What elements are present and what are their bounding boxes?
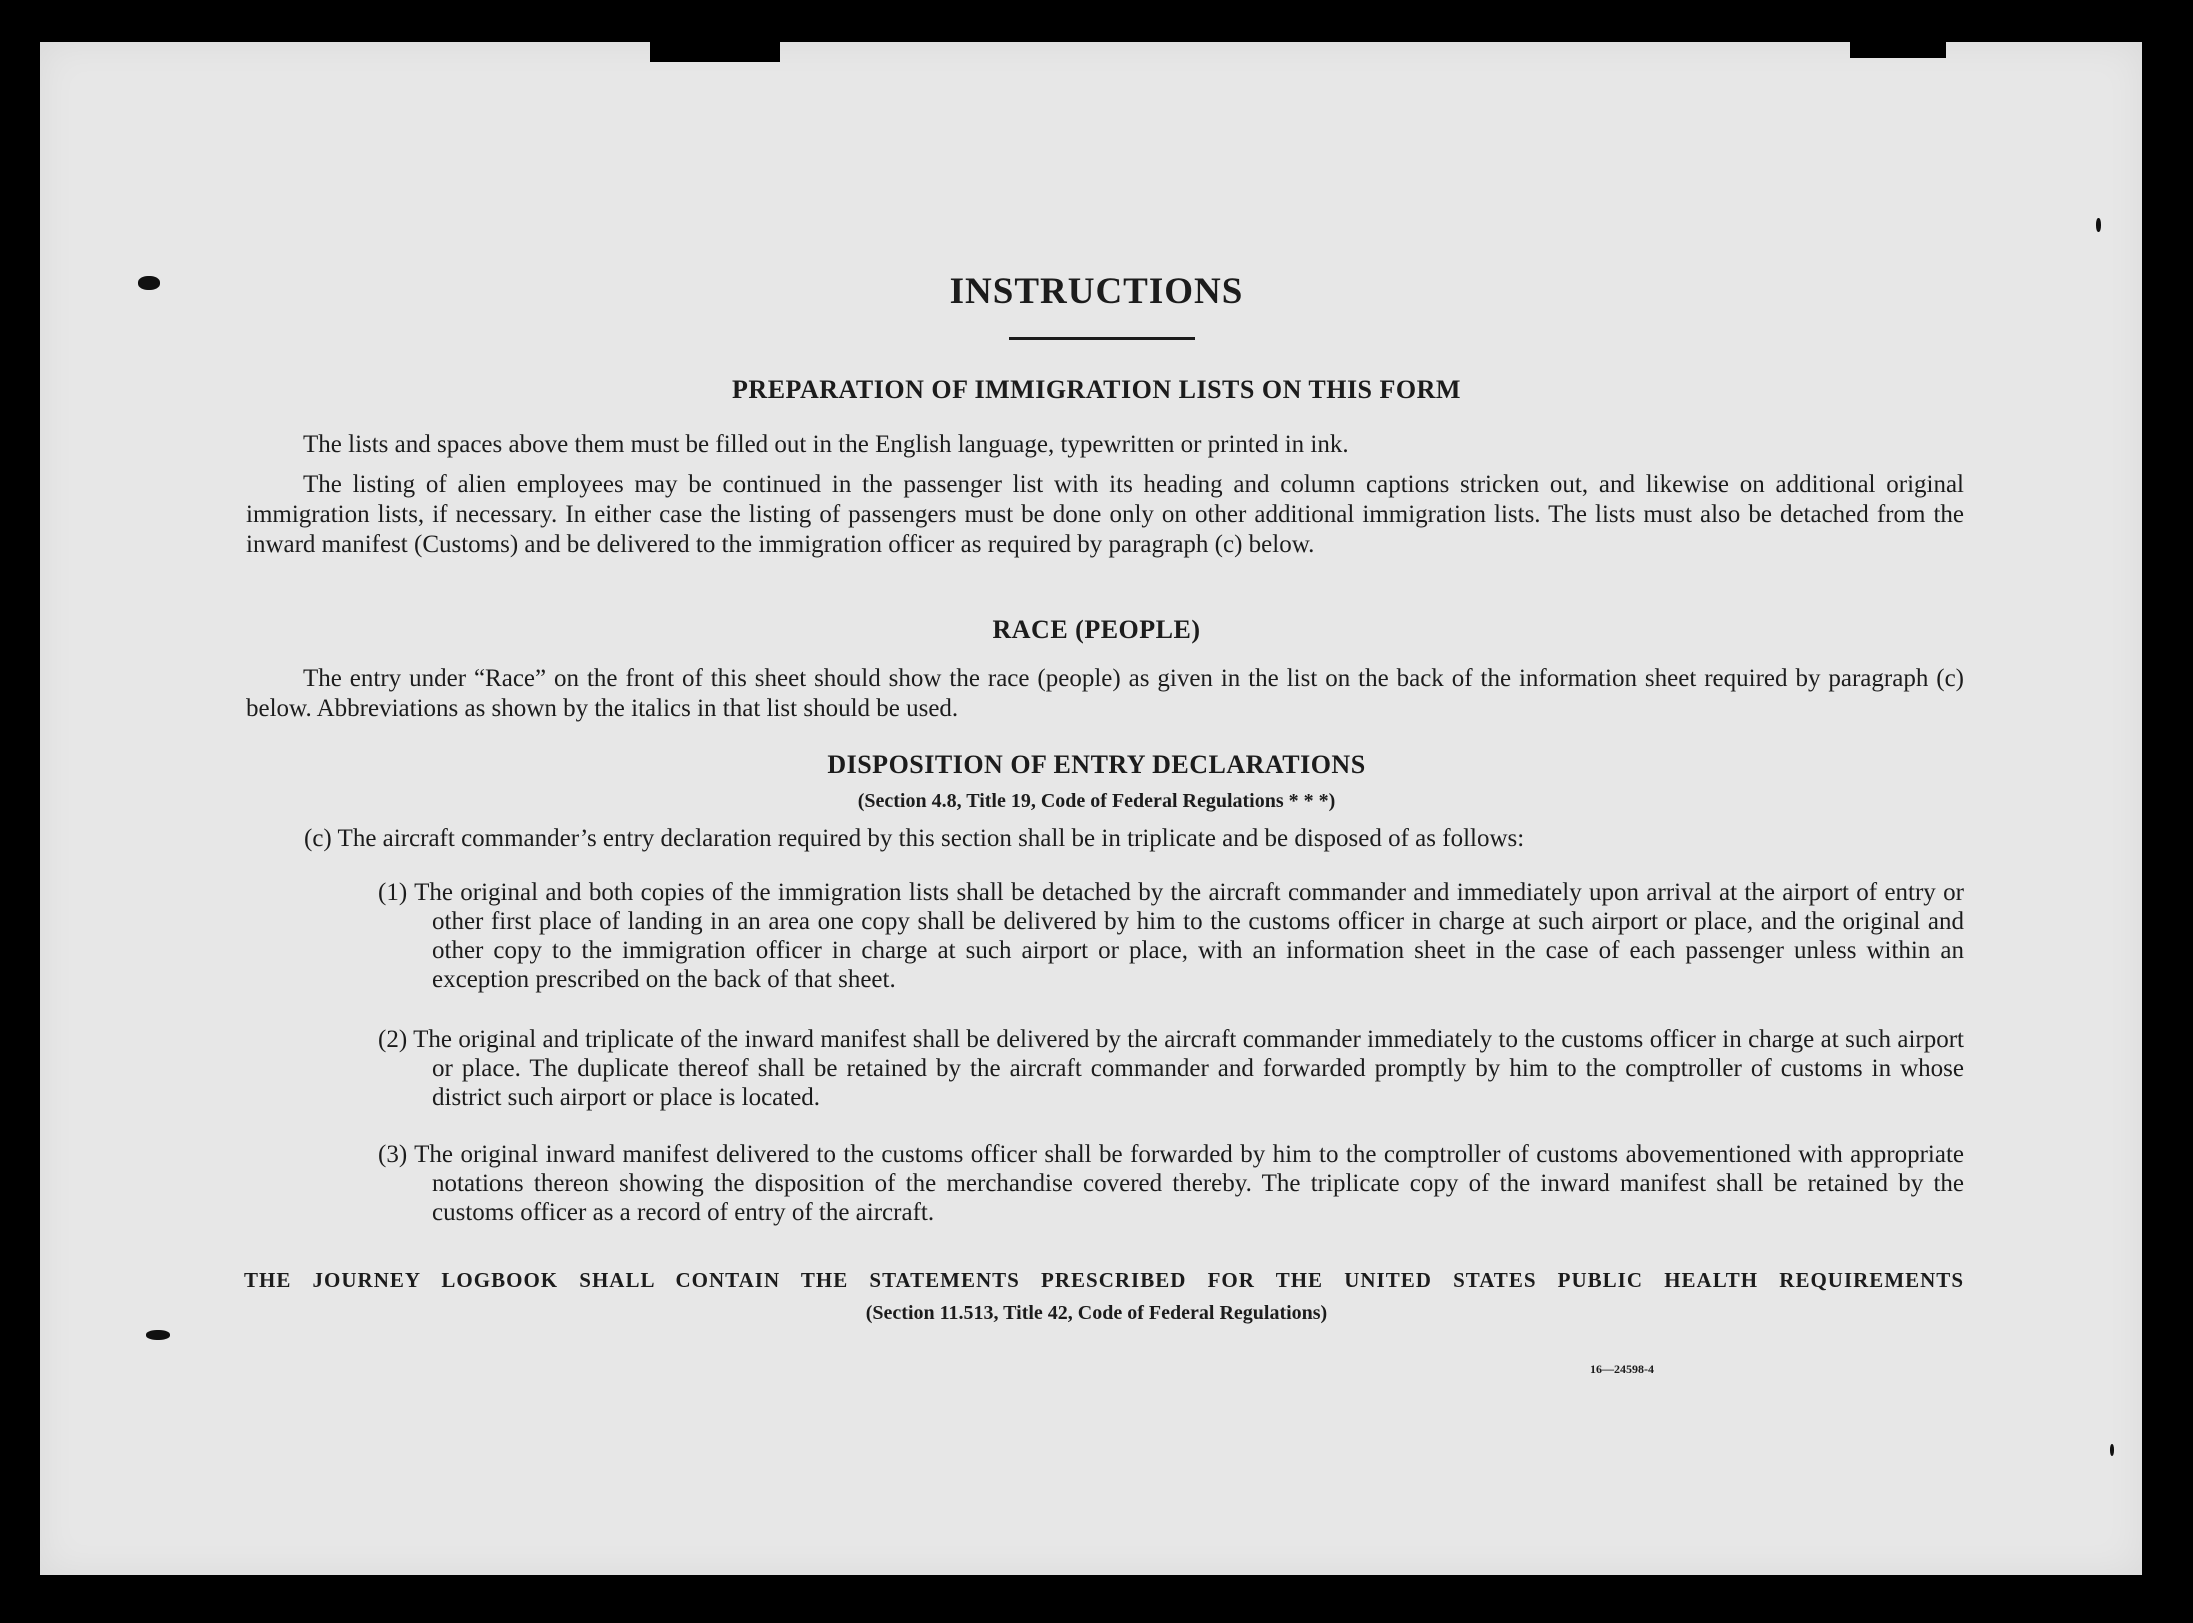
race-heading: RACE (PEOPLE)	[992, 615, 1201, 644]
footer-statement: THE JOURNEY LOGBOOK SHALL CONTAIN THE STATEMENTS PRESCRIBED FOR THE UNITED STATES PUBLIC HEALTH REQUIREMENTS	[244, 1268, 1964, 1292]
disposition-intro: (c) The aircraft commander’s entry declaration required by this section shall be in triplicate and be disposed of as follows:	[304, 825, 1525, 852]
preparation-paragraph-1: The lists and spaces above them must be filled out in the English language, typewritten or printed in ink.	[303, 431, 1349, 458]
punch-mark	[2110, 1444, 2114, 1456]
form-number: 16—24598-4	[1590, 1362, 1654, 1376]
disposition-item-3	[350, 1140, 1964, 1227]
disposition-item-2	[350, 1025, 1964, 1112]
item-number: (3)	[378, 1141, 408, 1168]
punch-mark	[2096, 218, 2101, 232]
item-text: The original and triplicate of the inward manifest shall be delivered by the aircraft commander immediately to the customs officer in charge at such airport or place. The duplicate thereof shall be retained by the aircraft commander and forwarded promptly by him to the comptroller of customs in whose district such airport or place is located.	[413, 1026, 1964, 1111]
title-underline	[1009, 337, 1195, 340]
scan-edge-tab	[650, 40, 780, 62]
footer-citation: (Section 11.513, Title 42, Code of Federal Regulations)	[865, 1302, 1328, 1324]
item-text: The original inward manifest delivered to the customs officer shall be forwarded by him to the comptroller of customs abovementioned with appropriate notations thereon showing the disposition of the merchandise covered thereby. The triplicate copy of the inward manifest shall be retained by the customs officer as a record of entry of the aircraft.	[414, 1141, 1964, 1226]
preparation-heading: PREPARATION OF IMMIGRATION LISTS ON THIS FORM	[732, 375, 1461, 404]
page-title: INSTRUCTIONS	[949, 271, 1244, 312]
disposition-heading: DISPOSITION OF ENTRY DECLARATIONS	[827, 750, 1366, 779]
scan-edge-tab	[1850, 38, 1946, 58]
punch-mark	[146, 1330, 170, 1340]
item-number: (1)	[378, 879, 408, 906]
disposition-item-1	[350, 878, 1964, 994]
disposition-citation: (Section 4.8, Title 19, Code of Federal Regulations * * *)	[857, 790, 1336, 812]
preparation-paragraph-2: The listing of alien employees may be continued in the passenger list with its heading and column captions stricken out, and likewise on additional original immigration lists, if necessary. In either case the listing of passengers must be done only on other additional immigration lists. The lists must also be detached from the inward manifest (Customs) and be delivered to the immigration officer as required by paragraph (c) below.	[246, 471, 1964, 558]
item-number: (2)	[378, 1026, 408, 1053]
item-text: The original and both copies of the immigration lists shall be detached by the aircraft commander and immediately upon arrival at the airport of entry or other first place of landing in an area one copy shall be delivered by him to the customs officer in charge at such airport or place, and the original and other copy to the immigration officer in charge at such airport or place, with an information sheet in the case of each passenger unless within an exception prescribed on the back of that sheet.	[414, 879, 1964, 993]
race-paragraph: The entry under “Race” on the front of this sheet should show the race (people) as given in the list on the back of the information sheet required by paragraph (c) below. Abbreviations as shown by the italics in that list should be used.	[246, 665, 1964, 722]
